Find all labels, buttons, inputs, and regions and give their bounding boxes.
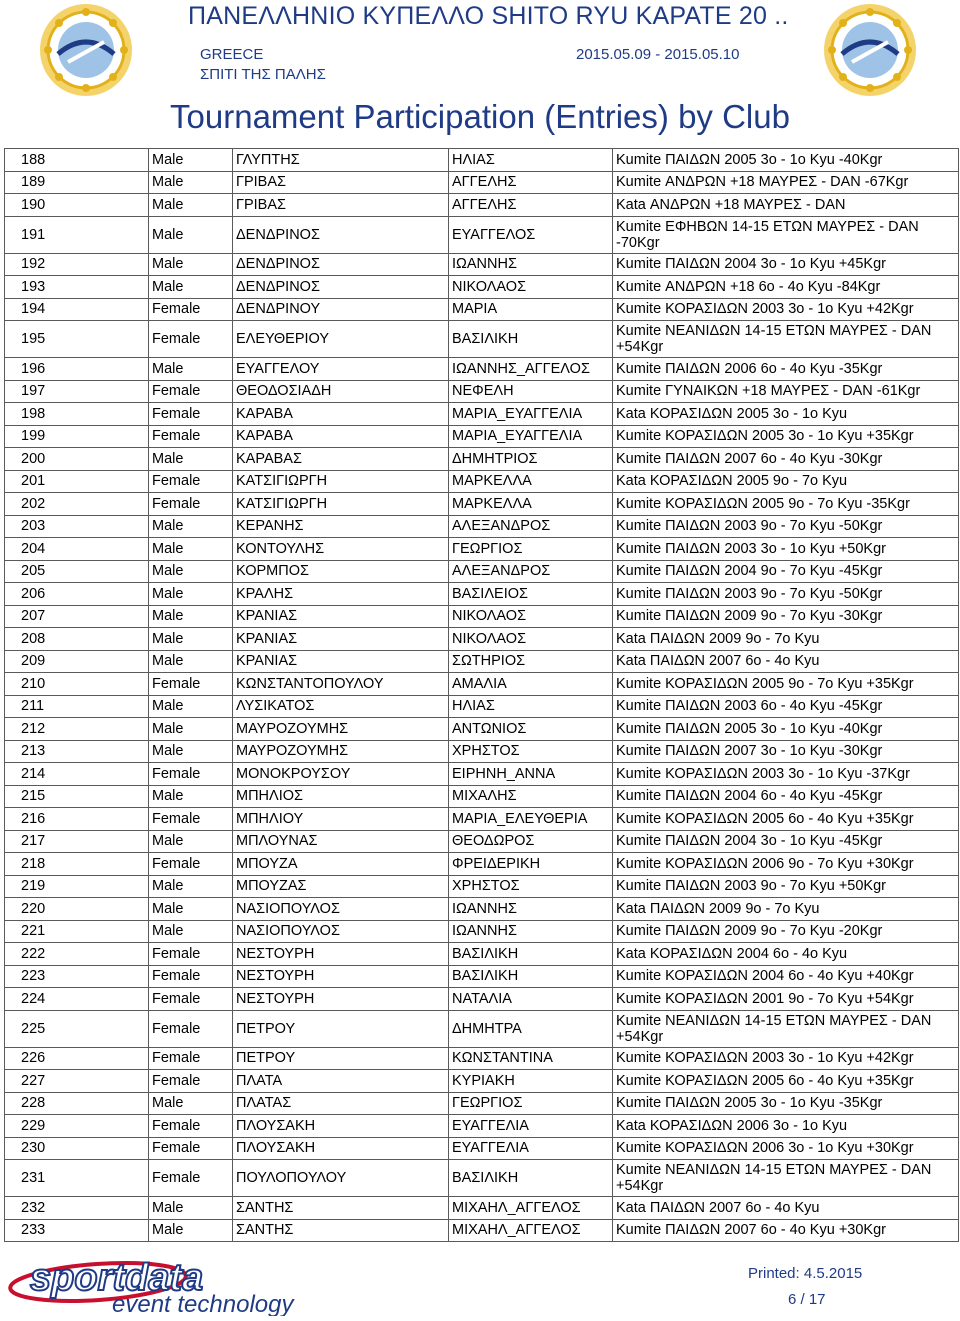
entries-table <box>4 148 959 1242</box>
cell-category: Kumite ΠΑΙΔΩΝ 2005 3ο - 1ο Kyu -35Kgr <box>613 1092 959 1115</box>
page-indicator: 6 / 17 <box>788 1291 826 1308</box>
cell-gender: Male <box>149 740 233 763</box>
cell-category: Kumite ΓΥΝΑΙΚΩΝ +18 ΜΑΥΡΕΣ - DAN -61Kgr <box>613 380 959 403</box>
cell-surname: ΓΛΥΠΤΗΣ <box>233 149 449 172</box>
table-row <box>5 1115 959 1138</box>
cell-gender: Female <box>149 808 233 831</box>
cell-num: 210 <box>5 673 149 696</box>
cell-num: 196 <box>5 358 149 381</box>
sportdata-tagline: event technology <box>112 1291 294 1316</box>
cell-surname: ΝΕΣΤΟΥΡΗ <box>233 943 449 966</box>
cell-firstname: ΘΕΟΔΩΡΟΣ <box>449 830 613 853</box>
cell-category: Kata ΠΑΙΔΩΝ 2007 6ο - 4ο Kyu <box>613 1197 959 1220</box>
sportdata-wordmark: sportdata <box>30 1257 204 1299</box>
cell-category: Kata ΚΟΡΑΣΙΔΩΝ 2004 6ο - 4ο Kyu <box>613 943 959 966</box>
cell-firstname: ΒΑΣΙΛΕΙΟΣ <box>449 583 613 606</box>
cell-gender: Female <box>149 1160 233 1197</box>
cell-num: 190 <box>5 194 149 217</box>
cell-surname: ΜΠΗΛΙΟΥ <box>233 808 449 831</box>
cell-num: 195 <box>5 321 149 358</box>
cell-num: 211 <box>5 695 149 718</box>
cell-surname: ΔΕΝΔΡΙΝΟΣ <box>233 216 449 253</box>
event-title: ΠΑΝΕΛΛΗΝΙΟ ΚΥΠΕΛΛΟ SHITO RYU ΚΑΡΑΤΕ 20 .. <box>188 2 789 30</box>
table-row <box>5 321 959 358</box>
cell-num: 189 <box>5 171 149 194</box>
cell-firstname: ΝΕΦΕΛΗ <box>449 380 613 403</box>
cell-gender: Male <box>149 276 233 299</box>
cell-gender: Female <box>149 403 233 426</box>
cell-surname: ΚΟΡΜΠΟΣ <box>233 560 449 583</box>
cell-gender: Male <box>149 718 233 741</box>
cell-firstname: ΙΩΑΝΝΗΣ_ΑΓΓΕΛΟΣ <box>449 358 613 381</box>
cell-num: 213 <box>5 740 149 763</box>
cell-gender: Female <box>149 1115 233 1138</box>
cell-surname: ΚΟΝΤΟΥΛΗΣ <box>233 538 449 561</box>
cell-category: Kumite ΚΟΡΑΣΙΔΩΝ 2005 9ο - 7ο Kyu -35Kgr <box>613 493 959 516</box>
cell-firstname: ΦΡΕΙΔΕΡΙΚΗ <box>449 853 613 876</box>
cell-gender: Female <box>149 673 233 696</box>
cell-firstname: ΑΜΑΛΙΑ <box>449 673 613 696</box>
cell-firstname: ΜΙΧΑΗΛ_ΑΓΓΕΛΟΣ <box>449 1219 613 1242</box>
sportdata-logo <box>8 1256 348 1316</box>
cell-category: Kumite ΚΟΡΑΣΙΔΩΝ 2005 3ο - 1ο Kyu +35Kgr <box>613 425 959 448</box>
cell-gender: Male <box>149 785 233 808</box>
table-row <box>5 298 959 321</box>
cell-category: Kumite ΝΕΑΝΙΔΩΝ 14-15 ΕΤΩΝ ΜΑΥΡΕΣ - DAN +54Kgr <box>613 321 959 358</box>
cell-num: 217 <box>5 830 149 853</box>
cell-category: Kata ΠΑΙΔΩΝ 2007 6ο - 4ο Kyu <box>613 650 959 673</box>
cell-firstname: ΒΑΣΙΛΙΚΗ <box>449 1160 613 1197</box>
cell-gender: Male <box>149 149 233 172</box>
cell-category: Kumite ΑΝΔΡΩΝ +18 6ο - 4ο Kyu -84Kgr <box>613 276 959 299</box>
cell-firstname: ΒΑΣΙΛΙΚΗ <box>449 965 613 988</box>
cell-surname: ΠΕΤΡΟΥ <box>233 1047 449 1070</box>
table-row <box>5 808 959 831</box>
table-row <box>5 830 959 853</box>
table-row <box>5 380 959 403</box>
table-row <box>5 673 959 696</box>
cell-gender: Female <box>149 493 233 516</box>
cell-firstname: ΒΑΣΙΛΙΚΗ <box>449 943 613 966</box>
cell-num: 218 <box>5 853 149 876</box>
cell-num: 229 <box>5 1115 149 1138</box>
cell-gender: Female <box>149 988 233 1011</box>
cell-category: Kumite ΠΑΙΔΩΝ 2003 9ο - 7ο Kyu +50Kgr <box>613 875 959 898</box>
event-dates: 2015.05.09 - 2015.05.10 <box>576 46 740 63</box>
table-row <box>5 695 959 718</box>
cell-category: Kumite ΚΟΡΑΣΙΔΩΝ 2006 3ο - 1ο Kyu +30Kgr <box>613 1137 959 1160</box>
entries-table-body <box>5 149 959 1242</box>
cell-firstname: ΜΑΡΚΕΛΛΑ <box>449 470 613 493</box>
cell-firstname: ΕΥΑΓΓΕΛΙΑ <box>449 1115 613 1138</box>
cell-gender: Male <box>149 605 233 628</box>
cell-category: Kumite ΠΑΙΔΩΝ 2009 9ο - 7ο Kyu -20Kgr <box>613 920 959 943</box>
cell-surname: ΜΑΥΡΟΖΟΥΜΗΣ <box>233 718 449 741</box>
cell-category: Kumite ΚΟΡΑΣΙΔΩΝ 2005 9ο - 7ο Kyu +35Kgr <box>613 673 959 696</box>
cell-firstname: ΙΩΑΝΝΗΣ <box>449 253 613 276</box>
cell-gender: Female <box>149 298 233 321</box>
cell-gender: Female <box>149 1047 233 1070</box>
cell-firstname: ΝΙΚΟΛΑΟΣ <box>449 276 613 299</box>
cell-category: Kumite ΠΑΙΔΩΝ 2007 6ο - 4ο Kyu +30Kgr <box>613 1219 959 1242</box>
cell-gender: Male <box>149 194 233 217</box>
table-row <box>5 583 959 606</box>
cell-num: 203 <box>5 515 149 538</box>
cell-firstname: ΕΥΑΓΓΕΛΟΣ <box>449 216 613 253</box>
table-row <box>5 628 959 651</box>
cell-num: 233 <box>5 1219 149 1242</box>
cell-surname: ΠΛΟΥΣΑΚΗ <box>233 1137 449 1160</box>
cell-gender: Male <box>149 875 233 898</box>
cell-category: Kata ΠΑΙΔΩΝ 2009 9ο - 7ο Kyu <box>613 898 959 921</box>
cell-gender: Female <box>149 853 233 876</box>
cell-surname: ΝΑΣΙΟΠΟΥΛΟΣ <box>233 920 449 943</box>
table-row <box>5 560 959 583</box>
cell-firstname: ΜΙΧΑΛΗΣ <box>449 785 613 808</box>
table-row <box>5 1010 959 1047</box>
cell-firstname: ΣΩΤΗΡΙΟΣ <box>449 650 613 673</box>
cell-num: 220 <box>5 898 149 921</box>
cell-firstname: ΙΩΑΝΝΗΣ <box>449 898 613 921</box>
cell-num: 214 <box>5 763 149 786</box>
table-row <box>5 1219 959 1242</box>
table-row <box>5 650 959 673</box>
cell-gender: Male <box>149 253 233 276</box>
table-row <box>5 988 959 1011</box>
cell-surname: ΠΛΑΤΑ <box>233 1070 449 1093</box>
cell-num: 200 <box>5 448 149 471</box>
cell-gender: Female <box>149 425 233 448</box>
table-row <box>5 216 959 253</box>
table-row <box>5 448 959 471</box>
cell-gender: Male <box>149 628 233 651</box>
cell-firstname: ΜΑΡΙΑ <box>449 298 613 321</box>
cell-category: Kumite ΝΕΑΝΙΔΩΝ 14-15 ΕΤΩΝ ΜΑΥΡΕΣ - DAN +54Kgr <box>613 1160 959 1197</box>
table-row <box>5 1092 959 1115</box>
cell-category: Kumite ΠΑΙΔΩΝ 2009 9ο - 7ο Kyu -30Kgr <box>613 605 959 628</box>
cell-num: 212 <box>5 718 149 741</box>
cell-surname: ΚΑΡΑΒΑ <box>233 403 449 426</box>
cell-surname: ΜΠΟΥΖΑ <box>233 853 449 876</box>
cell-surname: ΠΟΥΛΟΠΟΥΛΟΥ <box>233 1160 449 1197</box>
federation-logo-right <box>822 2 918 98</box>
cell-num: 226 <box>5 1047 149 1070</box>
cell-num: 223 <box>5 965 149 988</box>
cell-firstname: ΝΙΚΟΛΑΟΣ <box>449 605 613 628</box>
cell-firstname: ΕΙΡΗΝΗ_ΑΝΝΑ <box>449 763 613 786</box>
cell-category: Kumite ΚΟΡΑΣΙΔΩΝ 2003 3ο - 1ο Kyu +42Kgr <box>613 298 959 321</box>
cell-num: 231 <box>5 1160 149 1197</box>
cell-surname: ΚΡΑΝΙΑΣ <box>233 650 449 673</box>
table-row <box>5 943 959 966</box>
table-row <box>5 1160 959 1197</box>
cell-num: 193 <box>5 276 149 299</box>
table-row <box>5 493 959 516</box>
cell-category: Kumite ΠΑΙΔΩΝ 2007 3ο - 1ο Kyu -30Kgr <box>613 740 959 763</box>
cell-firstname: ΑΓΓΕΛΗΣ <box>449 171 613 194</box>
cell-gender: Male <box>149 920 233 943</box>
cell-surname: ΚΑΡΑΒΑΣ <box>233 448 449 471</box>
cell-surname: ΜΑΥΡΟΖΟΥΜΗΣ <box>233 740 449 763</box>
cell-surname: ΚΡΑΛΗΣ <box>233 583 449 606</box>
cell-category: Kumite ΠΑΙΔΩΝ 2003 3ο - 1ο Kyu +50Kgr <box>613 538 959 561</box>
event-venue: ΣΠΙΤΙ ΤΗΣ ΠΑΛΗΣ <box>200 66 326 83</box>
cell-num: 215 <box>5 785 149 808</box>
cell-num: 192 <box>5 253 149 276</box>
cell-category: Kumite ΚΟΡΑΣΙΔΩΝ 2001 9ο - 7ο Kyu +54Kgr <box>613 988 959 1011</box>
cell-surname: ΓΡΙΒΑΣ <box>233 194 449 217</box>
table-row <box>5 403 959 426</box>
table-row <box>5 740 959 763</box>
cell-category: Kata ΠΑΙΔΩΝ 2009 9ο - 7ο Kyu <box>613 628 959 651</box>
cell-firstname: ΝΑΤΑΛΙΑ <box>449 988 613 1011</box>
cell-category: Kumite ΑΝΔΡΩΝ +18 ΜΑΥΡΕΣ - DAN -67Kgr <box>613 171 959 194</box>
table-row <box>5 898 959 921</box>
cell-category: Kumite ΠΑΙΔΩΝ 2003 9ο - 7ο Kyu -50Kgr <box>613 515 959 538</box>
cell-num: 199 <box>5 425 149 448</box>
cell-firstname: ΧΡΗΣΤΟΣ <box>449 875 613 898</box>
cell-gender: Male <box>149 216 233 253</box>
table-row <box>5 149 959 172</box>
cell-category: Kumite ΠΑΙΔΩΝ 2007 6ο - 4ο Kyu -30Kgr <box>613 448 959 471</box>
cell-category: Kumite ΝΕΑΝΙΔΩΝ 14-15 ΕΤΩΝ ΜΑΥΡΕΣ - DAN +54Kgr <box>613 1010 959 1047</box>
cell-surname: ΚΡΑΝΙΑΣ <box>233 605 449 628</box>
cell-num: 205 <box>5 560 149 583</box>
cell-gender: Female <box>149 943 233 966</box>
cell-num: 201 <box>5 470 149 493</box>
cell-num: 216 <box>5 808 149 831</box>
cell-firstname: ΕΥΑΓΓΕΛΙΑ <box>449 1137 613 1160</box>
cell-surname: ΚΑΡΑΒΑ <box>233 425 449 448</box>
cell-surname: ΚΑΤΣΙΓΙΩΡΓΗ <box>233 470 449 493</box>
printed-date: Printed: 4.5.2015 <box>748 1265 863 1282</box>
cell-gender: Female <box>149 763 233 786</box>
cell-firstname: ΑΓΓΕΛΗΣ <box>449 194 613 217</box>
cell-firstname: ΜΙΧΑΗΛ_ΑΓΓΕΛΟΣ <box>449 1197 613 1220</box>
cell-surname: ΜΟΝΟΚΡΟΥΣΟΥ <box>233 763 449 786</box>
cell-surname: ΚΩΝΣΤΑΝΤΟΠΟΥΛΟΥ <box>233 673 449 696</box>
table-row <box>5 538 959 561</box>
cell-surname: ΔΕΝΔΡΙΝΟΣ <box>233 276 449 299</box>
table-row <box>5 171 959 194</box>
cell-num: 204 <box>5 538 149 561</box>
table-row <box>5 253 959 276</box>
cell-surname: ΠΛΑΤΑΣ <box>233 1092 449 1115</box>
cell-num: 232 <box>5 1197 149 1220</box>
report-title: Tournament Participation (Entries) by Club <box>170 98 790 135</box>
cell-surname: ΚΕΡΑΝΗΣ <box>233 515 449 538</box>
cell-gender: Male <box>149 448 233 471</box>
cell-firstname: ΝΙΚΟΛΑΟΣ <box>449 628 613 651</box>
table-row <box>5 785 959 808</box>
cell-surname: ΠΕΤΡΟΥ <box>233 1010 449 1047</box>
table-row <box>5 853 959 876</box>
cell-gender: Male <box>149 560 233 583</box>
cell-surname: ΛΥΣΙΚΑΤΟΣ <box>233 695 449 718</box>
cell-surname: ΚΑΤΣΙΓΙΩΡΓΗ <box>233 493 449 516</box>
cell-firstname: ΗΛΙΑΣ <box>449 695 613 718</box>
cell-gender: Male <box>149 1092 233 1115</box>
cell-num: 222 <box>5 943 149 966</box>
cell-category: Kata ΚΟΡΑΣΙΔΩΝ 2005 3ο - 1ο Kyu <box>613 403 959 426</box>
table-row <box>5 875 959 898</box>
cell-category: Kumite ΚΟΡΑΣΙΔΩΝ 2004 6ο - 4ο Kyu +40Kgr <box>613 965 959 988</box>
cell-surname: ΣΑΝΤΗΣ <box>233 1197 449 1220</box>
cell-category: Kumite ΠΑΙΔΩΝ 2006 6ο - 4ο Kyu -35Kgr <box>613 358 959 381</box>
cell-surname: ΓΡΙΒΑΣ <box>233 171 449 194</box>
cell-category: Kata ΚΟΡΑΣΙΔΩΝ 2006 3ο - 1ο Kyu <box>613 1115 959 1138</box>
cell-category: Kumite ΠΑΙΔΩΝ 2004 6ο - 4ο Kyu -45Kgr <box>613 785 959 808</box>
cell-surname: ΜΠΗΛΙΟΣ <box>233 785 449 808</box>
cell-category: Kumite ΚΟΡΑΣΙΔΩΝ 2005 6ο - 4ο Kyu +35Kgr <box>613 1070 959 1093</box>
cell-firstname: ΑΛΕΞΑΝΔΡΟΣ <box>449 515 613 538</box>
cell-surname: ΝΕΣΤΟΥΡΗ <box>233 965 449 988</box>
cell-category: Kumite ΕΦΗΒΩΝ 14-15 ΕΤΩΝ ΜΑΥΡΕΣ - DAN -70Kgr <box>613 216 959 253</box>
cell-gender: Male <box>149 830 233 853</box>
cell-firstname: ΜΑΡΙΑ_ΕΛΕΥΘΕΡΙΑ <box>449 808 613 831</box>
cell-gender: Female <box>149 380 233 403</box>
table-row <box>5 718 959 741</box>
table-row <box>5 1070 959 1093</box>
cell-num: 227 <box>5 1070 149 1093</box>
cell-surname: ΔΕΝΔΡΙΝΟΥ <box>233 298 449 321</box>
table-row <box>5 920 959 943</box>
cell-firstname: ΜΑΡΚΕΛΛΑ <box>449 493 613 516</box>
event-country: GREECE <box>200 46 264 63</box>
federation-emblem-icon <box>38 2 134 98</box>
cell-num: 207 <box>5 605 149 628</box>
cell-num: 188 <box>5 149 149 172</box>
table-row <box>5 1197 959 1220</box>
table-row <box>5 470 959 493</box>
cell-firstname: ΧΡΗΣΤΟΣ <box>449 740 613 763</box>
table-row <box>5 965 959 988</box>
cell-firstname: ΒΑΣΙΛΙΚΗ <box>449 321 613 358</box>
cell-category: Kumite ΠΑΙΔΩΝ 2003 6ο - 4ο Kyu -45Kgr <box>613 695 959 718</box>
cell-gender: Female <box>149 321 233 358</box>
cell-category: Kumite ΠΑΙΔΩΝ 2004 9ο - 7ο Kyu -45Kgr <box>613 560 959 583</box>
cell-gender: Male <box>149 1219 233 1242</box>
cell-firstname: ΓΕΩΡΓΙΟΣ <box>449 1092 613 1115</box>
cell-category: Kumite ΠΑΙΔΩΝ 2005 3ο - 1ο Kyu -40Kgr <box>613 718 959 741</box>
cell-category: Kumite ΚΟΡΑΣΙΔΩΝ 2006 9ο - 7ο Kyu +30Kgr <box>613 853 959 876</box>
cell-category: Kumite ΚΟΡΑΣΙΔΩΝ 2003 3ο - 1ο Kyu +42Kgr <box>613 1047 959 1070</box>
cell-firstname: ΜΑΡΙΑ_ΕΥΑΓΓΕΛΙΑ <box>449 425 613 448</box>
cell-num: 202 <box>5 493 149 516</box>
cell-surname: ΕΥΑΓΓΕΛΟΥ <box>233 358 449 381</box>
federation-logo-left <box>38 2 134 98</box>
cell-surname: ΣΑΝΤΗΣ <box>233 1219 449 1242</box>
federation-emblem-icon <box>822 2 918 98</box>
cell-gender: Male <box>149 538 233 561</box>
cell-num: 221 <box>5 920 149 943</box>
cell-firstname: ΗΛΙΑΣ <box>449 149 613 172</box>
cell-firstname: ΑΝΤΩΝΙΟΣ <box>449 718 613 741</box>
cell-surname: ΘΕΟΔΟΣΙΑΔΗ <box>233 380 449 403</box>
cell-category: Kumite ΠΑΙΔΩΝ 2003 9ο - 7ο Kyu -50Kgr <box>613 583 959 606</box>
cell-surname: ΔΕΝΔΡΙΝΟΣ <box>233 253 449 276</box>
cell-category: Kumite ΚΟΡΑΣΙΔΩΝ 2005 6ο - 4ο Kyu +35Kgr <box>613 808 959 831</box>
cell-gender: Male <box>149 898 233 921</box>
cell-firstname: ΔΗΜΗΤΡΑ <box>449 1010 613 1047</box>
cell-gender: Female <box>149 1070 233 1093</box>
cell-gender: Male <box>149 515 233 538</box>
cell-num: 191 <box>5 216 149 253</box>
cell-surname: ΝΕΣΤΟΥΡΗ <box>233 988 449 1011</box>
table-row <box>5 358 959 381</box>
cell-surname: ΝΑΣΙΟΠΟΥΛΟΣ <box>233 898 449 921</box>
cell-gender: Male <box>149 583 233 606</box>
cell-surname: ΕΛΕΥΘΕΡΙΟΥ <box>233 321 449 358</box>
cell-gender: Female <box>149 1010 233 1047</box>
cell-gender: Male <box>149 695 233 718</box>
cell-category: Kumite ΠΑΙΔΩΝ 2005 3ο - 1ο Kyu -40Kgr <box>613 149 959 172</box>
cell-num: 209 <box>5 650 149 673</box>
cell-surname: ΜΠΛΟΥΝΑΣ <box>233 830 449 853</box>
cell-num: 198 <box>5 403 149 426</box>
cell-firstname: ΚΥΡΙΑΚΗ <box>449 1070 613 1093</box>
cell-firstname: ΔΗΜΗΤΡΙΟΣ <box>449 448 613 471</box>
cell-num: 208 <box>5 628 149 651</box>
cell-num: 206 <box>5 583 149 606</box>
cell-num: 194 <box>5 298 149 321</box>
cell-firstname: ΙΩΑΝΝΗΣ <box>449 920 613 943</box>
cell-firstname: ΓΕΩΡΓΙΟΣ <box>449 538 613 561</box>
table-row <box>5 1137 959 1160</box>
table-row <box>5 425 959 448</box>
cell-num: 228 <box>5 1092 149 1115</box>
cell-category: Kumite ΠΑΙΔΩΝ 2004 3ο - 1ο Kyu -45Kgr <box>613 830 959 853</box>
cell-num: 230 <box>5 1137 149 1160</box>
cell-category: Kata ΑΝΔΡΩΝ +18 ΜΑΥΡΕΣ - DAN <box>613 194 959 217</box>
cell-gender: Male <box>149 171 233 194</box>
table-row <box>5 194 959 217</box>
table-row <box>5 763 959 786</box>
table-row <box>5 515 959 538</box>
cell-gender: Male <box>149 358 233 381</box>
cell-gender: Female <box>149 1137 233 1160</box>
cell-firstname: ΚΩΝΣΤΑΝΤΙΝΑ <box>449 1047 613 1070</box>
cell-surname: ΜΠΟΥΖΑΣ <box>233 875 449 898</box>
cell-surname: ΚΡΑΝΙΑΣ <box>233 628 449 651</box>
cell-gender: Male <box>149 650 233 673</box>
cell-gender: Female <box>149 965 233 988</box>
cell-num: 224 <box>5 988 149 1011</box>
cell-surname: ΠΛΟΥΣΑΚΗ <box>233 1115 449 1138</box>
cell-firstname: ΑΛΕΞΑΝΔΡΟΣ <box>449 560 613 583</box>
cell-num: 197 <box>5 380 149 403</box>
cell-category: Kumite ΠΑΙΔΩΝ 2004 3ο - 1ο Kyu +45Kgr <box>613 253 959 276</box>
cell-num: 225 <box>5 1010 149 1047</box>
cell-gender: Female <box>149 470 233 493</box>
cell-category: Kata ΚΟΡΑΣΙΔΩΝ 2005 9ο - 7ο Kyu <box>613 470 959 493</box>
cell-gender: Male <box>149 1197 233 1220</box>
table-row <box>5 276 959 299</box>
table-row <box>5 605 959 628</box>
cell-category: Kumite ΚΟΡΑΣΙΔΩΝ 2003 3ο - 1ο Kyu -37Kgr <box>613 763 959 786</box>
cell-num: 219 <box>5 875 149 898</box>
table-row <box>5 1047 959 1070</box>
cell-firstname: ΜΑΡΙΑ_ΕΥΑΓΓΕΛΙΑ <box>449 403 613 426</box>
